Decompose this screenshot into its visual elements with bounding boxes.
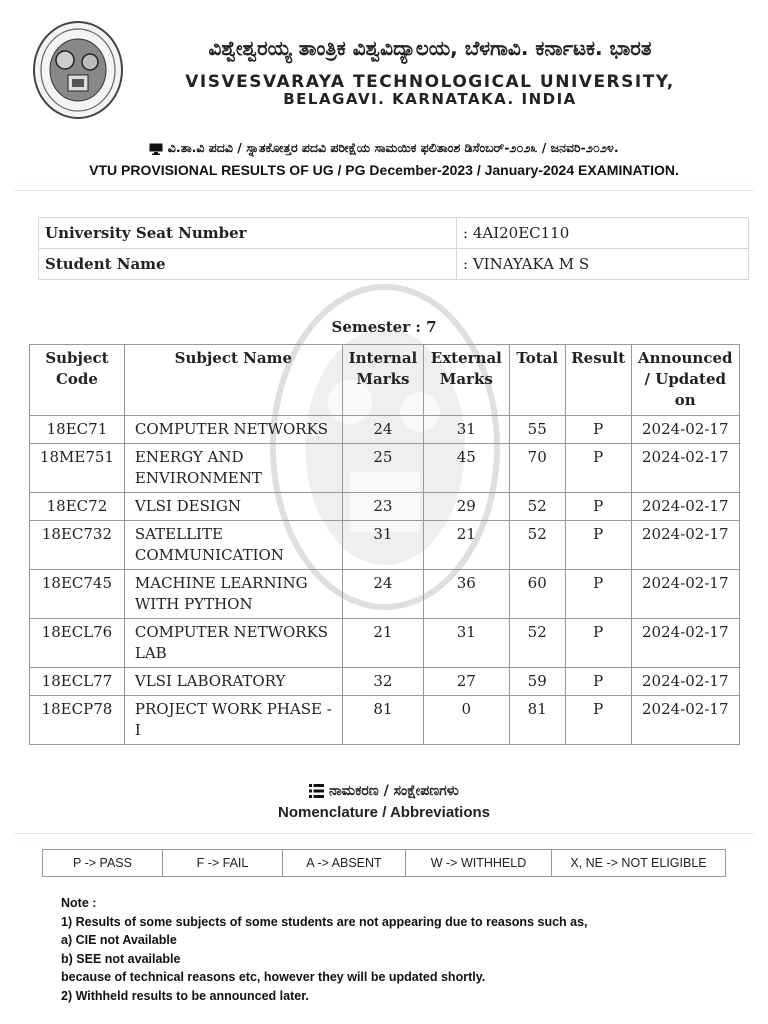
result-cell: P [565, 619, 631, 668]
announced-date-cell: 2024-02-17 [631, 521, 739, 570]
student-name-value: : VINAYAKA M S [457, 249, 749, 280]
abbreviations-table [42, 849, 726, 877]
abbr-absent: A -> ABSENT [283, 850, 406, 877]
subject-code-cell: 18ECL76 [30, 619, 125, 668]
table-row [30, 416, 740, 444]
col-subject-code: Subject Code [30, 345, 125, 416]
total-cell: 52 [509, 619, 565, 668]
internal-marks-cell: 25 [342, 444, 423, 493]
note-line: 1) Results of some subjects of some students are not appearing due to reasons such as, [61, 914, 588, 929]
total-cell: 55 [509, 416, 565, 444]
notes-section [61, 894, 741, 1006]
university-name-english: VISVESVARAYA TECHNOLOGICAL UNIVERSITY, [185, 72, 675, 92]
abbr-withheld: W -> WITHHELD [406, 850, 552, 877]
external-marks-cell: 31 [424, 416, 509, 444]
subject-code-cell: 18ME751 [30, 444, 125, 493]
abbr-not-eligible: X, NE -> NOT ELIGIBLE [552, 850, 726, 877]
marks-table-header [30, 345, 740, 416]
student-name-label: Student Name [39, 249, 457, 280]
subject-code-cell: 18EC745 [30, 570, 125, 619]
result-cell: P [565, 493, 631, 521]
total-cell: 59 [509, 668, 565, 696]
results-title-kannada [0, 140, 768, 156]
external-marks-cell: 31 [424, 619, 509, 668]
announced-date-cell: 2024-02-17 [631, 696, 739, 745]
announced-date-cell: 2024-02-17 [631, 619, 739, 668]
subject-name-cell: SATELLITE COMMUNICATION [124, 521, 342, 570]
subject-name-cell: COMPUTER NETWORKS [124, 416, 342, 444]
table-row [30, 619, 740, 668]
subject-name-cell: PROJECT WORK PHASE - I [124, 696, 342, 745]
subject-code-cell: 18EC71 [30, 416, 125, 444]
internal-marks-cell: 31 [342, 521, 423, 570]
external-marks-cell: 21 [424, 521, 509, 570]
total-cell: 70 [509, 444, 565, 493]
subject-name-cell: MACHINE LEARNING WITH PYTHON [124, 570, 342, 619]
col-subject-name: Subject Name [124, 345, 342, 416]
table-row [30, 668, 740, 696]
external-marks-cell: 29 [424, 493, 509, 521]
col-result: Result [565, 345, 631, 416]
total-cell: 81 [509, 696, 565, 745]
nomenclature-title-kannada [0, 783, 768, 799]
external-marks-cell: 45 [424, 444, 509, 493]
note-line: 2) Withheld results to be announced later. [61, 988, 309, 1003]
announced-date-cell: 2024-02-17 [631, 493, 739, 521]
result-cell: P [565, 668, 631, 696]
col-internal-marks: Internal Marks [342, 345, 423, 416]
divider [14, 833, 754, 834]
internal-marks-cell: 23 [342, 493, 423, 521]
internal-marks-cell: 21 [342, 619, 423, 668]
note-line: because of technical reasons etc, however they will be updated shortly. [61, 970, 486, 985]
results-title-kannada-text: ವಿ.ತಾ.ವಿ ಪದವಿ / ಸ್ನಾತಕೋತ್ತರ ಪದವಿ ಪರೀಕ್ಷೆಯ ಸಾಮಯಿಕ ಫಲಿತಾಂಶ ಡಿಸೆಂಬರ್-೨೦೨೩ / ಜನವರಿ-೨೦೨೪. [167, 140, 619, 155]
note-heading: Note : [61, 896, 97, 910]
announced-date-cell: 2024-02-17 [631, 570, 739, 619]
page-header [0, 0, 768, 190]
result-cell: P [565, 444, 631, 493]
table-row [30, 570, 740, 619]
result-cell: P [565, 521, 631, 570]
result-cell: P [565, 696, 631, 745]
abbr-pass: P -> PASS [43, 850, 163, 877]
usn-row [39, 218, 749, 249]
total-cell: 52 [509, 493, 565, 521]
subject-code-cell: 18ECL77 [30, 668, 125, 696]
announced-date-cell: 2024-02-17 [631, 416, 739, 444]
divider [14, 190, 754, 191]
result-cell: P [565, 416, 631, 444]
col-announced: Announced / Updated on [631, 345, 739, 416]
table-row [30, 696, 740, 745]
subject-name-cell: VLSI DESIGN [124, 493, 342, 521]
university-seal-logo [32, 20, 124, 120]
result-cell: P [565, 570, 631, 619]
subject-code-cell: 18EC732 [30, 521, 125, 570]
total-cell: 60 [509, 570, 565, 619]
col-external-marks: External Marks [424, 345, 509, 416]
university-name-kannada: ವಿಶ್ವೇಶ್ವರಯ್ಯ ತಾಂತ್ರಿಕ ವಿಶ್ವವಿದ್ಯಾಲಯ, ಬೆಳಗಾವಿ. ಕರ್ನಾಟಕ. ಭಾರತ [208, 36, 652, 60]
table-row [30, 521, 740, 570]
abbreviations-row [43, 850, 726, 877]
student-info-table [38, 217, 749, 280]
table-row [30, 493, 740, 521]
internal-marks-cell: 24 [342, 570, 423, 619]
subject-code-cell: 18EC72 [30, 493, 125, 521]
marks-table [29, 344, 740, 745]
list-icon [309, 784, 324, 798]
subject-code-cell: 18ECP78 [30, 696, 125, 745]
results-title-english: VTU PROVISIONAL RESULTS OF UG / PG December-2023 / January-2024 EXAMINATION. [89, 162, 679, 178]
internal-marks-cell: 32 [342, 668, 423, 696]
table-row [30, 444, 740, 493]
nomenclature-title-english: Nomenclature / Abbreviations [278, 804, 490, 821]
usn-label: University Seat Number [39, 218, 457, 249]
col-total: Total [509, 345, 565, 416]
note-line: a) CIE not Available [61, 933, 177, 948]
student-name-row [39, 249, 749, 280]
subject-name-cell: COMPUTER NETWORKS LAB [124, 619, 342, 668]
internal-marks-cell: 24 [342, 416, 423, 444]
subject-name-cell: ENERGY AND ENVIRONMENT [124, 444, 342, 493]
abbr-fail: F -> FAIL [163, 850, 283, 877]
announced-date-cell: 2024-02-17 [631, 444, 739, 493]
subject-name-cell: VLSI LABORATORY [124, 668, 342, 696]
external-marks-cell: 27 [424, 668, 509, 696]
usn-value: : 4AI20EC110 [457, 218, 749, 249]
monitor-icon [149, 143, 163, 155]
note-line: b) SEE not available [61, 951, 181, 966]
internal-marks-cell: 81 [342, 696, 423, 745]
semester-label: Semester : 7 [331, 318, 437, 336]
nomenclature-title-kannada-text: ನಾಮಕರಣ / ಸಂಕ್ಷೇಪಣಗಳು [329, 783, 459, 799]
university-location: BELAGAVI. KARNATAKA. INDIA [283, 90, 577, 108]
external-marks-cell: 36 [424, 570, 509, 619]
external-marks-cell: 0 [424, 696, 509, 745]
announced-date-cell: 2024-02-17 [631, 668, 739, 696]
total-cell: 52 [509, 521, 565, 570]
